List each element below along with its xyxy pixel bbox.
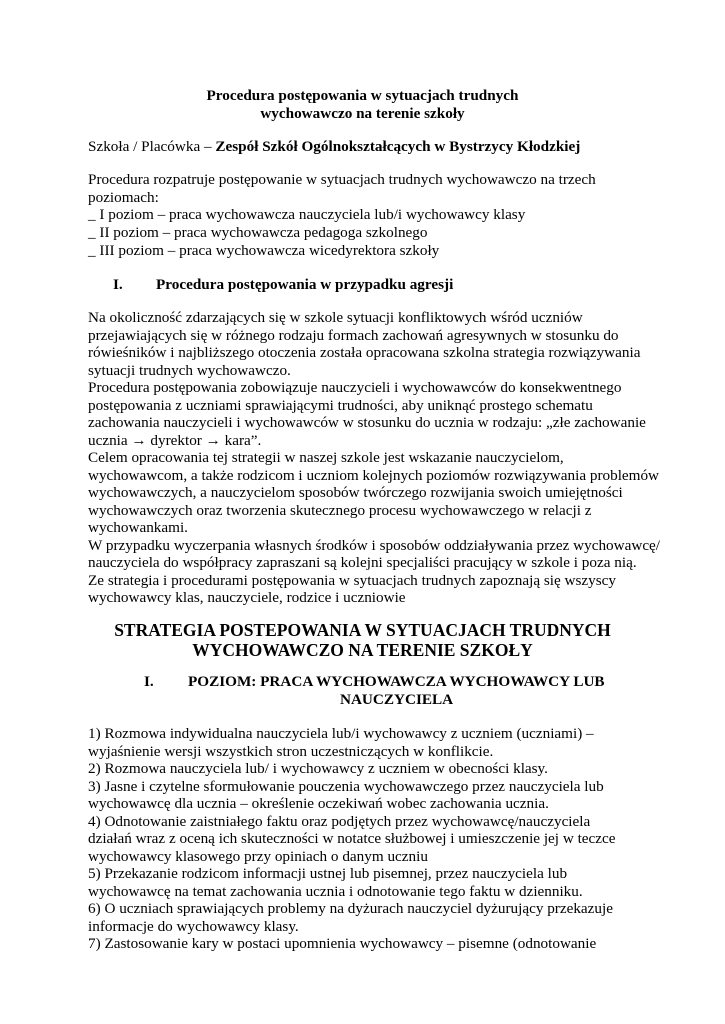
list-line: 7) Zastosowanie kary w postaci upomnienia wychowawcy – pisemne (odnotowanie [88,935,597,952]
body-line: wychowawcom, a także rodzicom i uczniom kolejnych poziomów rozwiązywania problemów [88,467,660,484]
body-line: Procedura postępowania zobowiązuje nauczycieli i wychowawców do konsekwentnego [88,379,622,396]
list-line: informacje do wychowawcy klasy. [88,918,299,935]
school-label: Szkoła / Placówka – [88,138,216,155]
list-line: 1) Rozmowa indywidualna nauczyciela lub/i wychowawcy z uczniem (uczniami) – [88,725,594,742]
body-line: wychowankami. [88,519,188,536]
level-1-heading-line-2: NAUCZYCIELA [340,691,454,708]
intro-line-1: Procedura rozpatruje postępowanie w sytuacjach trudnych wychowawczo na trzech [88,171,596,188]
body-line: wychowawczych oraz tworzenia skutecznego procesu wychowawczego w relacji z [88,502,592,519]
school-line [88,138,580,156]
body-line: Ze strategia i procedurami postępowania w sytuacjach trudnych zapoznają się wszyscy [88,572,616,589]
title-line-1: Procedura postępowania w sytuacjach trudnych [206,87,519,104]
body-line: sytuacji trudnych wychowawczo. [88,362,291,379]
section-1-heading: Procedura postępowania w przypadku agresji [156,276,454,293]
list-line: 4) Odnotowanie zaistniałego faktu oraz podjętych przez wychowawcę/nauczyciela [88,813,591,830]
level-item: _ II poziom – praca wychowawcza pedagoga szkolnego [88,224,428,241]
level-item: _ III poziom – praca wychowawcza wicedyrektora szkoły [88,242,440,259]
body-line: zachowania nauczycieli i wychowawców w stosunku do ucznia w rodzaju: „złe zachowanie [88,414,646,431]
body-line: ucznia → dyrektor → kara”. [88,432,262,449]
list-line: 5) Przekazanie rodzicom informacji ustnej lub pisemnej, przez nauczyciela lub [88,865,568,882]
list-line: wyjaśnienie wersji wszystkich stron uczestniczących w konflikcie. [88,743,494,760]
body-line: wychowawcy klas, nauczyciele, rodzice i uczniowie [88,589,406,606]
list-line: wychowawcy klasowego przy opiniach o danym uczniu [88,848,428,865]
list-line: wychowawcę na temat zachowania ucznia i odnotowanie tego faktu w dzienniku. [88,883,583,900]
body-line: W przypadku wyczerpania własnych środków i sposobów oddziaływania przez wychowawcę/ [88,537,661,554]
title-line-2: wychowawczo na terenie szkoły [260,105,465,122]
body-line: przejawiających się w różnego rodzaju formach zachowań agresywnych w stosunku do [88,327,619,344]
body-line: Celem opracowania tej strategii w naszej szkole jest wskazanie nauczycielom, [88,449,564,466]
school-name: Zespół Szkół Ogólnokształcących w Bystrzycy Kłodzkiej [215,138,581,155]
intro-line-2: poziomach: [88,189,159,206]
body-line: nauczyciela do współpracy zapraszani są kolejni specjaliści pracujący w szkole i poza nią. [88,554,637,571]
body-line: rówieśników i najbliższego otoczenia została opracowana szkolna strategia rozwiązywania [88,344,641,361]
body-line: postępowania z uczniami sprawiającymi trudności, aby uniknąć prostego schematu [88,397,593,414]
strategy-heading-line-2: WYCHOWAWCZO NA TERENIE SZKOŁY [192,640,533,660]
list-line: 3) Jasne i czytelne sformułowanie pouczenia wychowawczego przez nauczyciela lub [88,778,604,795]
list-line: 2) Rozmowa nauczyciela lub/ i wychowawcy z uczniem w obecności klasy. [88,760,548,777]
level-1-number: I. [144,673,154,690]
list-line: 6) O uczniach sprawiających problemy na dyżurach nauczyciel dyżurujący przekazuje [88,900,613,917]
section-1-number: I. [113,276,123,293]
list-line: wychowawcę dla ucznia – określenie oczekiwań wobec zachowania ucznia. [88,795,549,812]
strategy-heading-line-1: STRATEGIA POSTEPOWANIA W SYTUACJACH TRUDNYCH [114,620,611,640]
level-item: _ I poziom – praca wychowawcza nauczyciela lub/i wychowawcy klasy [88,206,526,223]
body-line: wychowawczych, a nauczycielom sposobów twórczego rozwijania swoich umiejętności [88,484,623,501]
body-line: Na okoliczność zdarzających się w szkole sytuacji konfliktowych wśród uczniów [88,309,583,326]
level-1-heading-line-1: POZIOM: PRACA WYCHOWAWCZA WYCHOWAWCY LUB [188,673,605,690]
list-line: działań wraz z oceną ich skuteczności w notatce służbowej i umieszczenie jej w teczce [88,830,616,847]
